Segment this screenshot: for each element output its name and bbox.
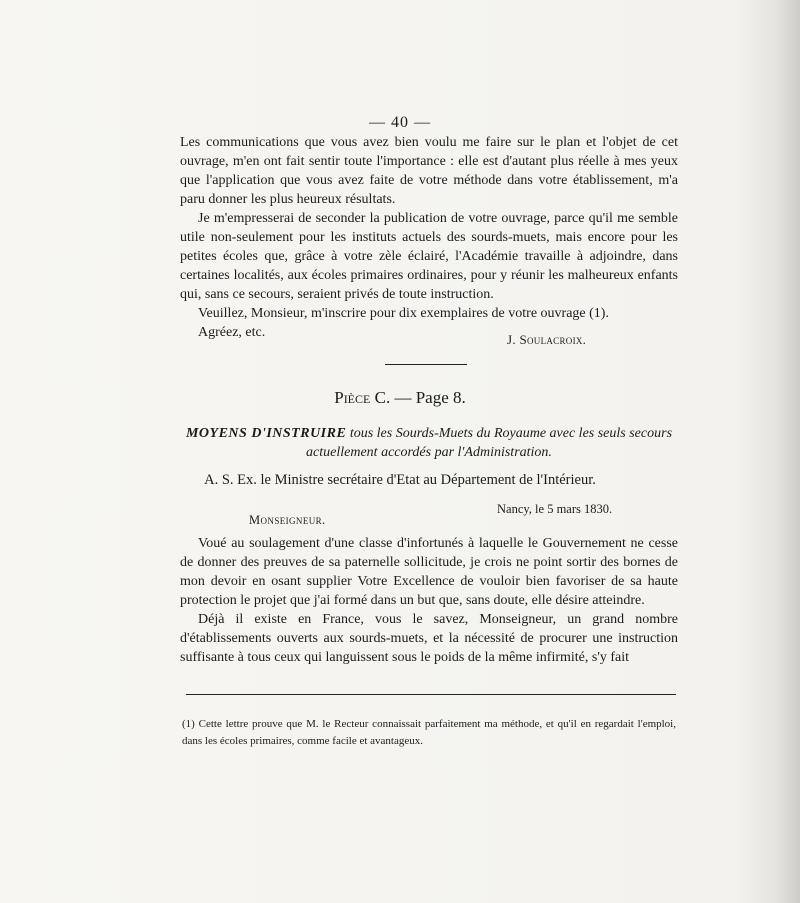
footnote-divider	[186, 694, 676, 695]
letter-body	[180, 133, 678, 342]
section-heading	[0, 388, 800, 408]
section-body	[180, 534, 678, 667]
letter-paragraph-3: Veuillez, Monsieur, m'inscrire pour dix exemplaires de votre ouvrage (1).	[198, 306, 609, 321]
subtitle-caps: MOYENS D'INSTRUIRE	[185, 426, 347, 441]
section-paragraph-1: Voué au soulagement d'une classe d'infortunés à laquelle le Gouvernement ne cesse de donner des preuves de sa paternelle sollicitude, je crois ne point sortir des bornes de mon devoir en osant supplier Votre Excellence de vouloir bien favoriser de sa haute protection le projet que j'ai formé dans un but que, sans doute, elle désire atteindre.	[180, 536, 678, 608]
page-number: — 40 —	[369, 114, 431, 131]
section-divider	[385, 364, 467, 365]
signature: J. Soulacroix.	[507, 332, 587, 347]
letter-paragraph-2: Je m'empresserai de seconder la publication de votre ouvrage, parce qu'il me semble utile non-seulement pour les instituts actuels des sourds-muets, mais encore pour les petites écoles que, grâce à votre zèle éclairé, l'Académie travaille à adjoindre, dans certaines localités, aux écoles primaires ordinaires, pour y réunir les malheureux enfants qui, sans ce secours, seraient privés de toute instruction.	[180, 211, 678, 302]
footnote: (1) Cette lettre prouve que M. le Recteur connaissait parfaitement ma méthode, et qu'il en regardait l'emploi, dans les écoles primaires, comme facile et avantageux.	[182, 718, 676, 747]
section-paragraph-2: Déjà il existe en France, vous le savez, Monseigneur, un grand nombre d'établissements ouverts aux sourds-muets, et la nécessité de procurer une instruction suffisante à tous ceux qui languissent sous le poids de la même infirmité, s'y fait	[180, 612, 678, 665]
addressee: A. S. Ex. le Ministre secrétaire d'Etat au Département de l'Intérieur.	[204, 472, 596, 488]
letter-paragraph-4: Agréez, etc.	[198, 325, 266, 340]
section-heading-piece: Pièce	[334, 388, 371, 407]
letter-paragraph-1: Les communications que vous avez bien voulu me faire sur le plan et l'objet de cet ouvrage, m'en ont fait sentir toute l'importance : elle est d'autant plus réelle à mes yeux que l'application que vous avez faite de votre méthode dans votre établissement, m'a paru donner les plus heureux résultats.	[180, 135, 678, 207]
subtitle-text: tous les Sourds-Muets du Royaume avec les seuls secours actuellement accordés par l'Administration.	[306, 426, 673, 460]
salutation: Monseigneur.	[249, 513, 326, 527]
dateline: Nancy, le 5 mars 1830.	[497, 502, 613, 516]
section-heading-rest: C. — Page 8.	[370, 388, 466, 407]
section-subtitle	[180, 424, 678, 462]
